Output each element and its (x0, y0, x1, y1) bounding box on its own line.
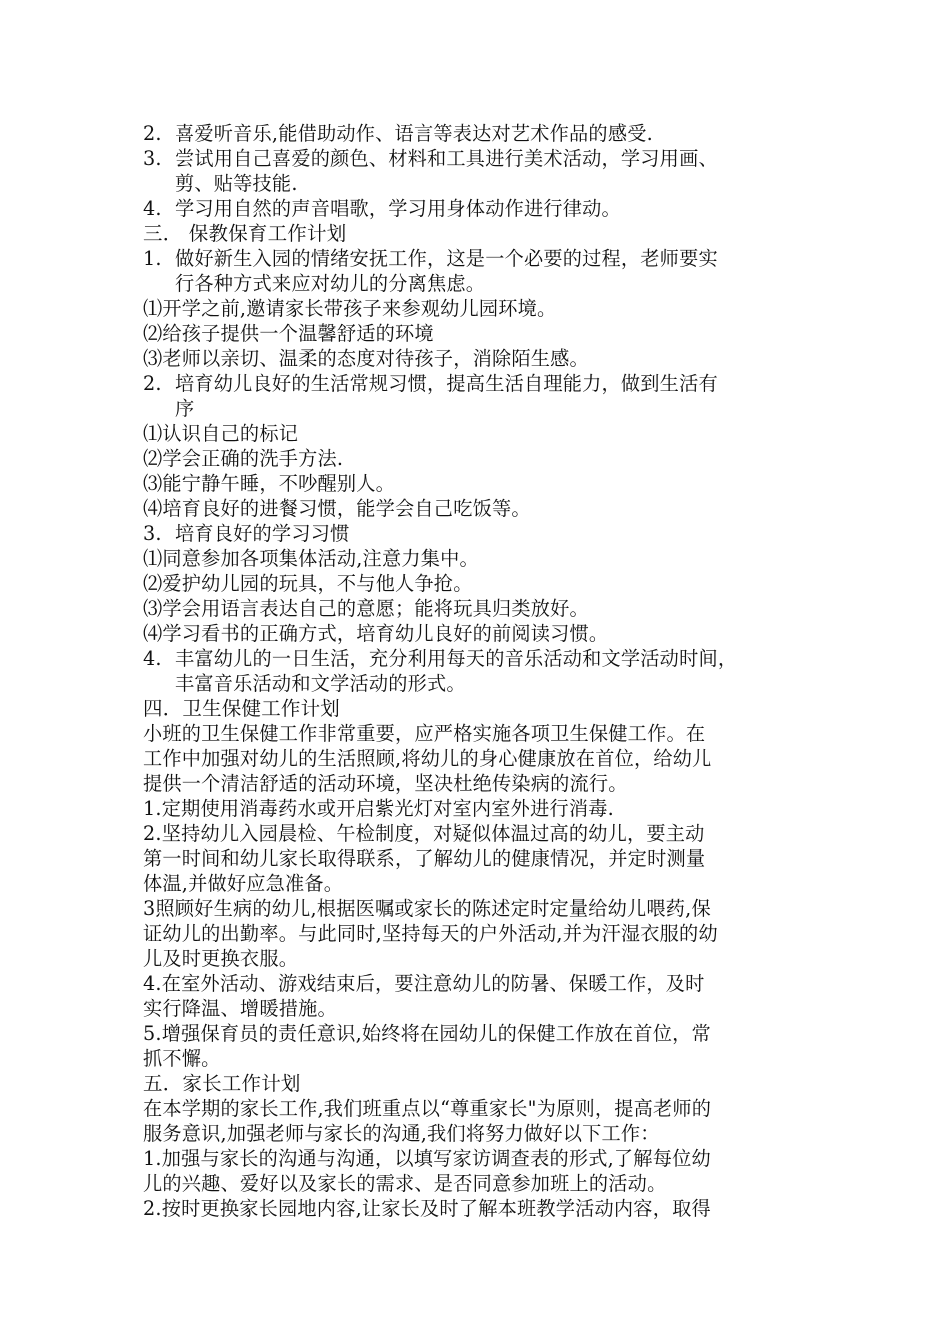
list-number: 3. (143, 522, 162, 545)
list-number: 2. (143, 122, 162, 145)
section-heading-5: 五．家长工作计划 (143, 1072, 301, 1095)
paragraph-line: 3照顾好生病的幼儿,根据医嘱或家长的陈述定时定量给幼儿喂药,保 (143, 897, 711, 920)
sub-item: ⑴开学之前,邀请家长带孩子来参观幼儿园环境。 (143, 297, 557, 320)
list-item (143, 246, 823, 271)
sub-item: ⑶能宁静午睡，不吵醒别人。 (143, 472, 396, 495)
list-number: 4. (143, 197, 162, 220)
sub-item: ⑶老师以亲切、温柔的态度对待孩子，消除陌生感。 (143, 347, 589, 370)
list-number: 1. (143, 247, 162, 270)
list-text-continued: 剪、贴等技能. (175, 172, 298, 195)
paragraph-line: 提供一个清洁舒适的活动环境，坚决杜绝传染病的流行。 (143, 772, 628, 795)
paragraph-line: 实行降温、增暖措施。 (143, 997, 337, 1020)
paragraph-line: 儿的兴趣、爱好以及家长的需求、是否同意参加班上的活动。 (143, 1172, 667, 1195)
list-text-continued: 序 (175, 397, 195, 420)
paragraph-line: 抓不懈。 (143, 1047, 221, 1070)
paragraph-line: 5.增强保育员的责任意识,始终将在园幼儿的保健工作放在首位，常 (143, 1022, 711, 1045)
list-number: 3. (143, 147, 162, 170)
list-text: 学习用自然的声音唱歌，学习用身体动作进行律动。 (175, 197, 621, 220)
list-text: 做好新生入园的情绪安抚工作，这是一个必要的过程，老师要实 (175, 247, 718, 270)
document-body (143, 121, 823, 1221)
list-text-continued: 行各种方式来应对幼儿的分离焦虑。 (175, 272, 486, 295)
list-text: 培育幼儿良好的生活常规习惯，提高生活自理能力，做到生活有 (175, 372, 718, 395)
paragraph-line: 2.按时更换家长园地内容,让家长及时了解本班教学活动内容，取得 (143, 1197, 711, 1220)
paragraph-line: 1.定期使用消毒药水或开启紫光灯对室内室外进行消毒. (143, 797, 614, 820)
section-heading-4: 四．卫生保健工作计划 (143, 697, 341, 720)
paragraph-line: 小班的卫生保健工作非常重要，应严格实施各项卫生保健工作。在 (143, 722, 706, 745)
paragraph-line: 服务意识,加强老师与家长的沟通,我们将努力做好以下工作： (143, 1122, 660, 1145)
paragraph-line: 第一时间和幼儿家长取得联系，了解幼儿的健康情况，并定时测量 (143, 847, 706, 870)
list-item (143, 371, 823, 396)
paragraph-line: 工作中加强对幼儿的生活照顾,将幼儿的身心健康放在首位，给幼儿 (143, 747, 712, 770)
section-heading-3: 三． 保教保育工作计划 (143, 222, 347, 245)
sub-item: ⑶学会用语言表达自己的意愿；能将玩具归类放好。 (143, 597, 589, 620)
list-text: 喜爱听音乐,能借助动作、语言等表达对艺术作品的感受. (175, 122, 653, 145)
sub-item: ⑷培育良好的进餐习惯，能学会自己吃饭等。 (143, 497, 531, 520)
list-item (143, 146, 823, 171)
sub-item: ⑴认识自己的标记 (143, 422, 299, 445)
list-number: 4. (143, 647, 162, 670)
list-item (143, 196, 823, 221)
sub-item: ⑵学会正确的洗手方法. (143, 447, 344, 470)
paragraph-line: 在本学期的家长工作,我们班重点以“尊重家长"为原则，提高老师的 (143, 1097, 712, 1120)
paragraph-line: 2.坚持幼儿入园晨检、午检制度，对疑似体温过高的幼儿，要主动 (143, 822, 705, 845)
sub-item: ⑷学习看书的正确方式，培育幼儿良好的前阅读习惯。 (143, 622, 609, 645)
list-number: 2. (143, 372, 162, 395)
paragraph-line: 证幼儿的出勤率。与此同时,坚持每天的户外活动,并为汗湿衣服的幼 (143, 922, 718, 945)
paragraph-line: 儿及时更换衣服。 (143, 947, 299, 970)
sub-item: ⑴同意参加各项集体活动,注意力集中。 (143, 547, 479, 570)
list-text: 丰富幼儿的一日生活，充分利用每天的音乐活动和文学活动时间， (175, 647, 738, 670)
sub-item: ⑵爱护幼儿园的玩具，不与他人争抢。 (143, 572, 473, 595)
list-text-continued: 丰富音乐活动和文学活动的形式。 (175, 672, 466, 695)
sub-item: ⑵给孩子提供一个温馨舒适的环境 (143, 322, 434, 345)
list-item (143, 521, 823, 546)
paragraph-line: 1.加强与家长的沟通与沟通，以填写家访调查表的形式,了解每位幼 (143, 1147, 711, 1170)
paragraph-line: 体温,并做好应急准备。 (143, 872, 344, 895)
list-text: 培育良好的学习习惯 (175, 522, 350, 545)
paragraph-line: 4.在室外活动、游戏结束后，要注意幼儿的防暑、保暖工作，及时 (143, 972, 705, 995)
list-item (143, 646, 823, 671)
list-item (143, 121, 823, 146)
list-text: 尝试用自己喜爱的颜色、材料和工具进行美术活动，学习用画、 (175, 147, 718, 170)
